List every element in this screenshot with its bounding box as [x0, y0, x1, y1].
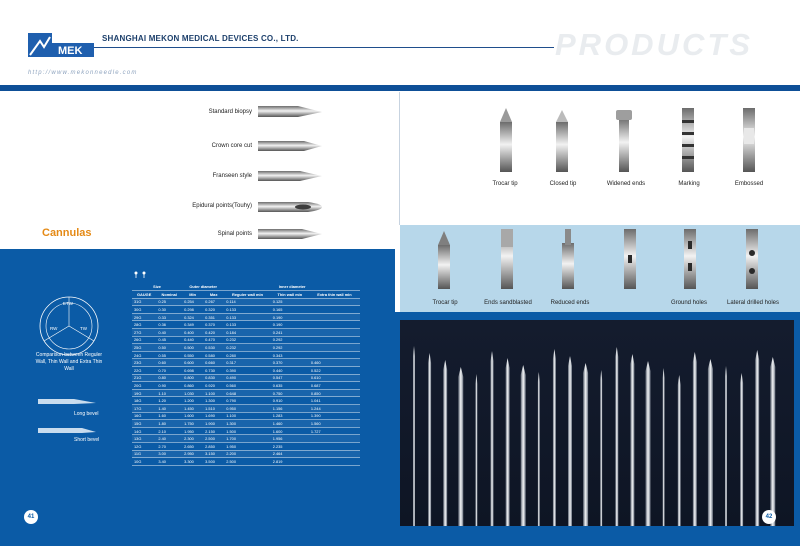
table-row [132, 412, 360, 420]
needle-in-photo [630, 354, 634, 526]
table-row [132, 435, 360, 443]
table-cell: 0.80 [156, 374, 182, 382]
table-cell: 1.283 [271, 412, 309, 420]
table-cell: 0.470 [203, 336, 224, 344]
ends-sandblasted-image [497, 229, 517, 289]
table-cell: 3.40 [156, 458, 182, 466]
table-cell: 25G [132, 344, 156, 352]
table-cell: 1.900 [203, 420, 224, 428]
page-number-left: 41 [24, 510, 38, 524]
table-cell: 0.830 [203, 374, 224, 382]
table-cell: 0.133 [224, 306, 270, 314]
table-cell: 13G [132, 435, 156, 443]
table-cell: 1.500 [224, 427, 270, 435]
table-cell [309, 321, 360, 329]
table-cell: 0.40 [156, 329, 182, 337]
table-cell: 2.850 [203, 442, 224, 450]
needle-in-photo [553, 349, 556, 526]
table-cell: 0.343 [271, 351, 309, 359]
table-cell: 2.200 [224, 450, 270, 458]
table-cell: 20G [132, 382, 156, 390]
table-cell: 0.370 [271, 359, 309, 367]
table-cell: 0.600 [182, 359, 203, 367]
table-cell: 0.860 [182, 382, 203, 390]
table-row [132, 397, 360, 405]
table-row [132, 382, 360, 390]
table-cell: 0.292 [271, 344, 309, 352]
table-cell: 0.30 [156, 306, 182, 314]
table-cell: 1.60 [156, 412, 182, 420]
needle-in-photo [568, 356, 572, 526]
table-cell [309, 329, 360, 337]
table-row [132, 351, 360, 359]
table-cell: 0.635 [271, 382, 309, 390]
table-cell: 0.580 [203, 351, 224, 359]
table-cell: 0.530 [203, 344, 224, 352]
table-cell: 3.500 [203, 458, 224, 466]
group-header-inner: Inner diameter [224, 283, 360, 291]
lateral-drilled-holes-image [742, 229, 762, 289]
embossed-image [739, 108, 759, 172]
table-cell: 1.560 [309, 420, 360, 428]
table-cell: 1.030 [182, 389, 203, 397]
table-cell: 0.36 [156, 321, 182, 329]
table-row [132, 442, 360, 450]
table-cell [309, 450, 360, 458]
table-cell: 16G [132, 412, 156, 420]
col-min: Min [182, 291, 203, 299]
table-cell: 2.500 [203, 435, 224, 443]
closed-tip-image [552, 108, 572, 172]
needle-in-photo [413, 346, 415, 526]
needle-franseen-image [258, 168, 324, 184]
table-cell: 28G [132, 321, 156, 329]
table-cell: 17G [132, 405, 156, 413]
needle-in-photo [491, 351, 494, 526]
table-cell: 2.819 [271, 458, 309, 466]
needle-in-photo [475, 374, 477, 526]
etw-label: ETW [63, 301, 73, 306]
table-cell: 1.100 [203, 389, 224, 397]
table-cell: 2.300 [182, 435, 203, 443]
needle-in-photo [693, 352, 697, 526]
trocar-tip-mid-image [434, 229, 454, 289]
table-cell [309, 442, 360, 450]
table-row [132, 450, 360, 458]
table-cell: 0.70 [156, 367, 182, 375]
table-cell: 0.550 [182, 351, 203, 359]
tw-label: TW [80, 326, 87, 331]
company-name: SHANGHAI MEKON MEDICAL DEVICES CO., LTD. [102, 34, 299, 43]
table-cell [309, 351, 360, 359]
ground-holes-image-1 [620, 229, 640, 289]
table-cell: 3.150 [203, 450, 224, 458]
label-trocar-tip-top: Trocar tip [492, 181, 518, 187]
table-row [132, 420, 360, 428]
table-cell: 1.390 [309, 412, 360, 420]
table-cell: 0.50 [156, 344, 182, 352]
table-cell: 1.956 [271, 435, 309, 443]
needle-in-photo [770, 357, 775, 526]
tip-label-crown-core-cut: Crown core cut [211, 143, 252, 149]
table-cell: 1.20 [156, 397, 182, 405]
label-widened-ends: Widened ends [606, 181, 646, 187]
table-cell: 0.750 [271, 389, 309, 397]
table-row [132, 329, 360, 337]
table-cell: 22G [132, 367, 156, 375]
tip-label-spinal-points: Spinal points [217, 231, 252, 237]
table-cell: 15G [132, 420, 156, 428]
needle-in-photo [506, 358, 510, 526]
top-band [0, 85, 800, 91]
tip-label-franseen-style: Franseen style [212, 173, 252, 179]
pin-icon [133, 271, 153, 279]
needles-photo [400, 320, 794, 526]
table-cell: 0.190 [271, 321, 309, 329]
table-cell: 1.156 [271, 405, 309, 413]
needle-in-photo [428, 353, 431, 526]
table-cell: 1.700 [224, 435, 270, 443]
col-gauge: GAUGE [132, 291, 156, 299]
table-cell: 0.440 [182, 336, 203, 344]
table-cell: 0.440 [271, 367, 309, 375]
table-cell: 0.560 [224, 382, 270, 390]
table-cell: 1.40 [156, 405, 182, 413]
table-cell: 0.292 [271, 336, 309, 344]
table-cell: 27G [132, 329, 156, 337]
table-cell: 1.460 [271, 420, 309, 428]
needle-in-photo [615, 347, 618, 526]
table-cell: 1.750 [182, 420, 203, 428]
table-cell: 0.280 [224, 351, 270, 359]
table-cell: 0.241 [271, 329, 309, 337]
label-reduced-ends: Reduced ends [550, 300, 590, 306]
header-divider [94, 47, 554, 48]
table-row [132, 405, 360, 413]
table-cell: 1.100 [224, 412, 270, 420]
widened-ends-image [614, 108, 634, 172]
table-cell: 0.730 [203, 367, 224, 375]
table-cell [309, 306, 360, 314]
table-cell: 24G [132, 351, 156, 359]
table-cell: 0.317 [224, 359, 270, 367]
right-light-panel [400, 225, 800, 312]
table-cell: 0.267 [203, 298, 224, 306]
table-cell: 0.90 [156, 382, 182, 390]
group-header-outer: Outer diameter [182, 283, 224, 291]
website-url[interactable]: http://www.mekonneedle.com [28, 70, 138, 76]
table-cell: 0.55 [156, 351, 182, 359]
table-cell: 0.320 [203, 306, 224, 314]
ground-holes-image-2 [680, 229, 700, 289]
diagram-caption: Comparison between Reguler Wall, Thin Wall and Extra Thin Wall [35, 352, 103, 372]
table-cell: 12G [132, 442, 156, 450]
rw-label: RW [50, 326, 58, 331]
needle-standard-biopsy-image [258, 102, 324, 120]
col-max: Max [203, 291, 224, 299]
needle-group [413, 346, 775, 526]
table-cell: 1.950 [182, 427, 203, 435]
table-cell: 1.041 [309, 397, 360, 405]
table-row [132, 306, 360, 314]
table-cell: 0.460 [309, 359, 360, 367]
table-cell: 1.690 [203, 412, 224, 420]
short-bevel-label: Short bevel [74, 437, 100, 443]
needle-in-photo [458, 367, 463, 526]
logo-text: MEK [58, 45, 83, 57]
table-row [132, 336, 360, 344]
table-cell: 0.133 [224, 321, 270, 329]
needle-in-photo [600, 370, 602, 526]
table-cell: 1.727 [309, 427, 360, 435]
col-reguler-wall: Reguler wall min [224, 291, 270, 299]
table-cell: 0.370 [203, 321, 224, 329]
table-row [132, 313, 360, 321]
needle-epidural-image [258, 198, 324, 216]
table-cell: 0.165 [271, 306, 309, 314]
needle-in-photo [646, 361, 651, 526]
needle-in-photo [725, 366, 727, 526]
table-cell: 2.150 [203, 427, 224, 435]
table-cell [309, 344, 360, 352]
table-cell [309, 313, 360, 321]
table-cell: 0.910 [271, 397, 309, 405]
table-row [132, 298, 360, 306]
table-cell: 2.70 [156, 442, 182, 450]
table-cell: 0.125 [271, 298, 309, 306]
table-cell [309, 435, 360, 443]
mek-logo [28, 33, 94, 63]
needle-in-photo [708, 359, 713, 526]
table-cell: 2.10 [156, 427, 182, 435]
table-cell: 0.522 [309, 367, 360, 375]
table-cell: 2.464 [271, 450, 309, 458]
needle-in-photo [740, 373, 743, 526]
short-bevel-image [38, 425, 98, 435]
table-cell: 30G [132, 306, 156, 314]
needle-in-photo [663, 368, 665, 526]
table-cell: 18G [132, 397, 156, 405]
table-cell: 0.45 [156, 336, 182, 344]
label-ends-sandblasted: Ends sandblasted [484, 300, 532, 306]
label-lateral-drilled-holes: Lateral drilled holes [726, 300, 780, 306]
table-cell: 0.800 [182, 374, 203, 382]
table-cell: 1.200 [182, 397, 203, 405]
table-cell: 0.648 [224, 389, 270, 397]
needle-in-photo [521, 365, 526, 526]
table-cell: 21G [132, 374, 156, 382]
table-cell: 19G [132, 389, 156, 397]
table-cell: 0.850 [309, 389, 360, 397]
table-cell: 0.351 [203, 313, 224, 321]
table-cell: 1.450 [182, 405, 203, 413]
table-cell: 0.390 [224, 367, 270, 375]
table-cell: 0.400 [182, 329, 203, 337]
label-closed-tip: Closed tip [549, 181, 577, 187]
table-cell: 0.349 [182, 321, 203, 329]
label-trocar-tip-mid: Trocar tip [432, 300, 458, 306]
table-row [132, 458, 360, 466]
table-cell: 0.610 [309, 374, 360, 382]
long-bevel-image [38, 396, 98, 406]
table-cell: 26G [132, 336, 156, 344]
table-cell: 0.133 [224, 313, 270, 321]
table-cell: 1.600 [271, 427, 309, 435]
table-cell: 0.25 [156, 298, 182, 306]
table-cell: 1.80 [156, 420, 182, 428]
table-cell: 0.920 [203, 382, 224, 390]
table-cell: 0.60 [156, 359, 182, 367]
table-cell: 10G [132, 458, 156, 466]
table-cell: 0.420 [203, 329, 224, 337]
table-cell: 3.00 [156, 450, 182, 458]
table-row [132, 344, 360, 352]
table-cell [309, 336, 360, 344]
table-cell: 0.790 [224, 397, 270, 405]
table-cell [309, 458, 360, 466]
table-cell: 2.950 [182, 450, 203, 458]
tip-label-standard-biopsy: Standard biopsy [208, 109, 252, 115]
needle-in-photo [538, 372, 540, 526]
table-row [132, 427, 360, 435]
table-cell: 0.298 [182, 306, 203, 314]
table-cell: 23G [132, 359, 156, 367]
group-header-size: Size [132, 283, 182, 291]
table-row [132, 359, 360, 367]
needle-in-photo [443, 360, 447, 526]
col-thin-wall: Thin wall min [271, 291, 309, 299]
label-ground-holes: Ground holes [670, 300, 708, 306]
needle-spinal-image [258, 226, 324, 242]
table-cell: 0.500 [182, 344, 203, 352]
table-cell: 0.547 [271, 374, 309, 382]
table-cell: 2.650 [182, 442, 203, 450]
trocar-tip-image [496, 108, 516, 172]
table-cell: 1.600 [182, 412, 203, 420]
cannulas-title: Cannulas [42, 227, 92, 239]
table-cell: 0.114 [224, 298, 270, 306]
table-cell: 0.33 [156, 313, 182, 321]
table-cell: 0.324 [182, 313, 203, 321]
table-cell: 0.698 [182, 367, 203, 375]
needle-crown-core-image [258, 138, 324, 154]
table-cell: 11G [132, 450, 156, 458]
table-cell: 1.300 [224, 420, 270, 428]
table-cell: 31G [132, 298, 156, 306]
table-row [132, 321, 360, 329]
table-row [132, 367, 360, 375]
vertical-divider [399, 92, 400, 225]
table-cell: 3.300 [182, 458, 203, 466]
long-bevel-label: Long bevel [74, 411, 99, 417]
table-cell: 0.184 [224, 329, 270, 337]
table-cell: 0.190 [271, 313, 309, 321]
cannula-spec-table [132, 283, 360, 466]
table-cell: 1.244 [309, 405, 360, 413]
needle-in-photo [583, 363, 588, 526]
table-cell: 14G [132, 427, 156, 435]
table-cell: 29G [132, 313, 156, 321]
reduced-ends-image [558, 229, 578, 289]
tip-label-epidural-points: Epidural points(Touhy) [192, 203, 252, 209]
page-number-right: 42 [762, 510, 776, 524]
marking-image [678, 108, 698, 172]
table-cell: 0.660 [203, 359, 224, 367]
table-cell: 1.950 [224, 442, 270, 450]
wall-comparison-diagram [36, 293, 106, 357]
table-cell: 2.500 [224, 458, 270, 466]
needle-in-photo [678, 375, 681, 526]
table-cell: 0.950 [224, 405, 270, 413]
table-cell [309, 298, 360, 306]
products-watermark: PRODUCTS [555, 27, 753, 62]
table-header-row [132, 291, 360, 299]
label-marking: Marking [678, 181, 700, 187]
table-cell: 1.300 [203, 397, 224, 405]
table-cell: 1.10 [156, 389, 182, 397]
col-extra-thin-wall: Extra thin wall min [309, 291, 360, 299]
col-nominal: Nominal [156, 291, 182, 299]
table-row [132, 374, 360, 382]
table-row [132, 389, 360, 397]
label-embossed: Embossed [734, 181, 764, 187]
table-cell: 0.232 [224, 336, 270, 344]
table-cell: 1.510 [203, 405, 224, 413]
table-body [132, 298, 360, 465]
table-group-header-row [132, 283, 360, 291]
table-cell: 0.254 [182, 298, 203, 306]
table-cell: 2.40 [156, 435, 182, 443]
table-cell: 0.687 [309, 382, 360, 390]
table-cell: 2.235 [271, 442, 309, 450]
table-cell: 0.232 [224, 344, 270, 352]
needle-in-photo [755, 350, 759, 526]
table-cell: 0.490 [224, 374, 270, 382]
